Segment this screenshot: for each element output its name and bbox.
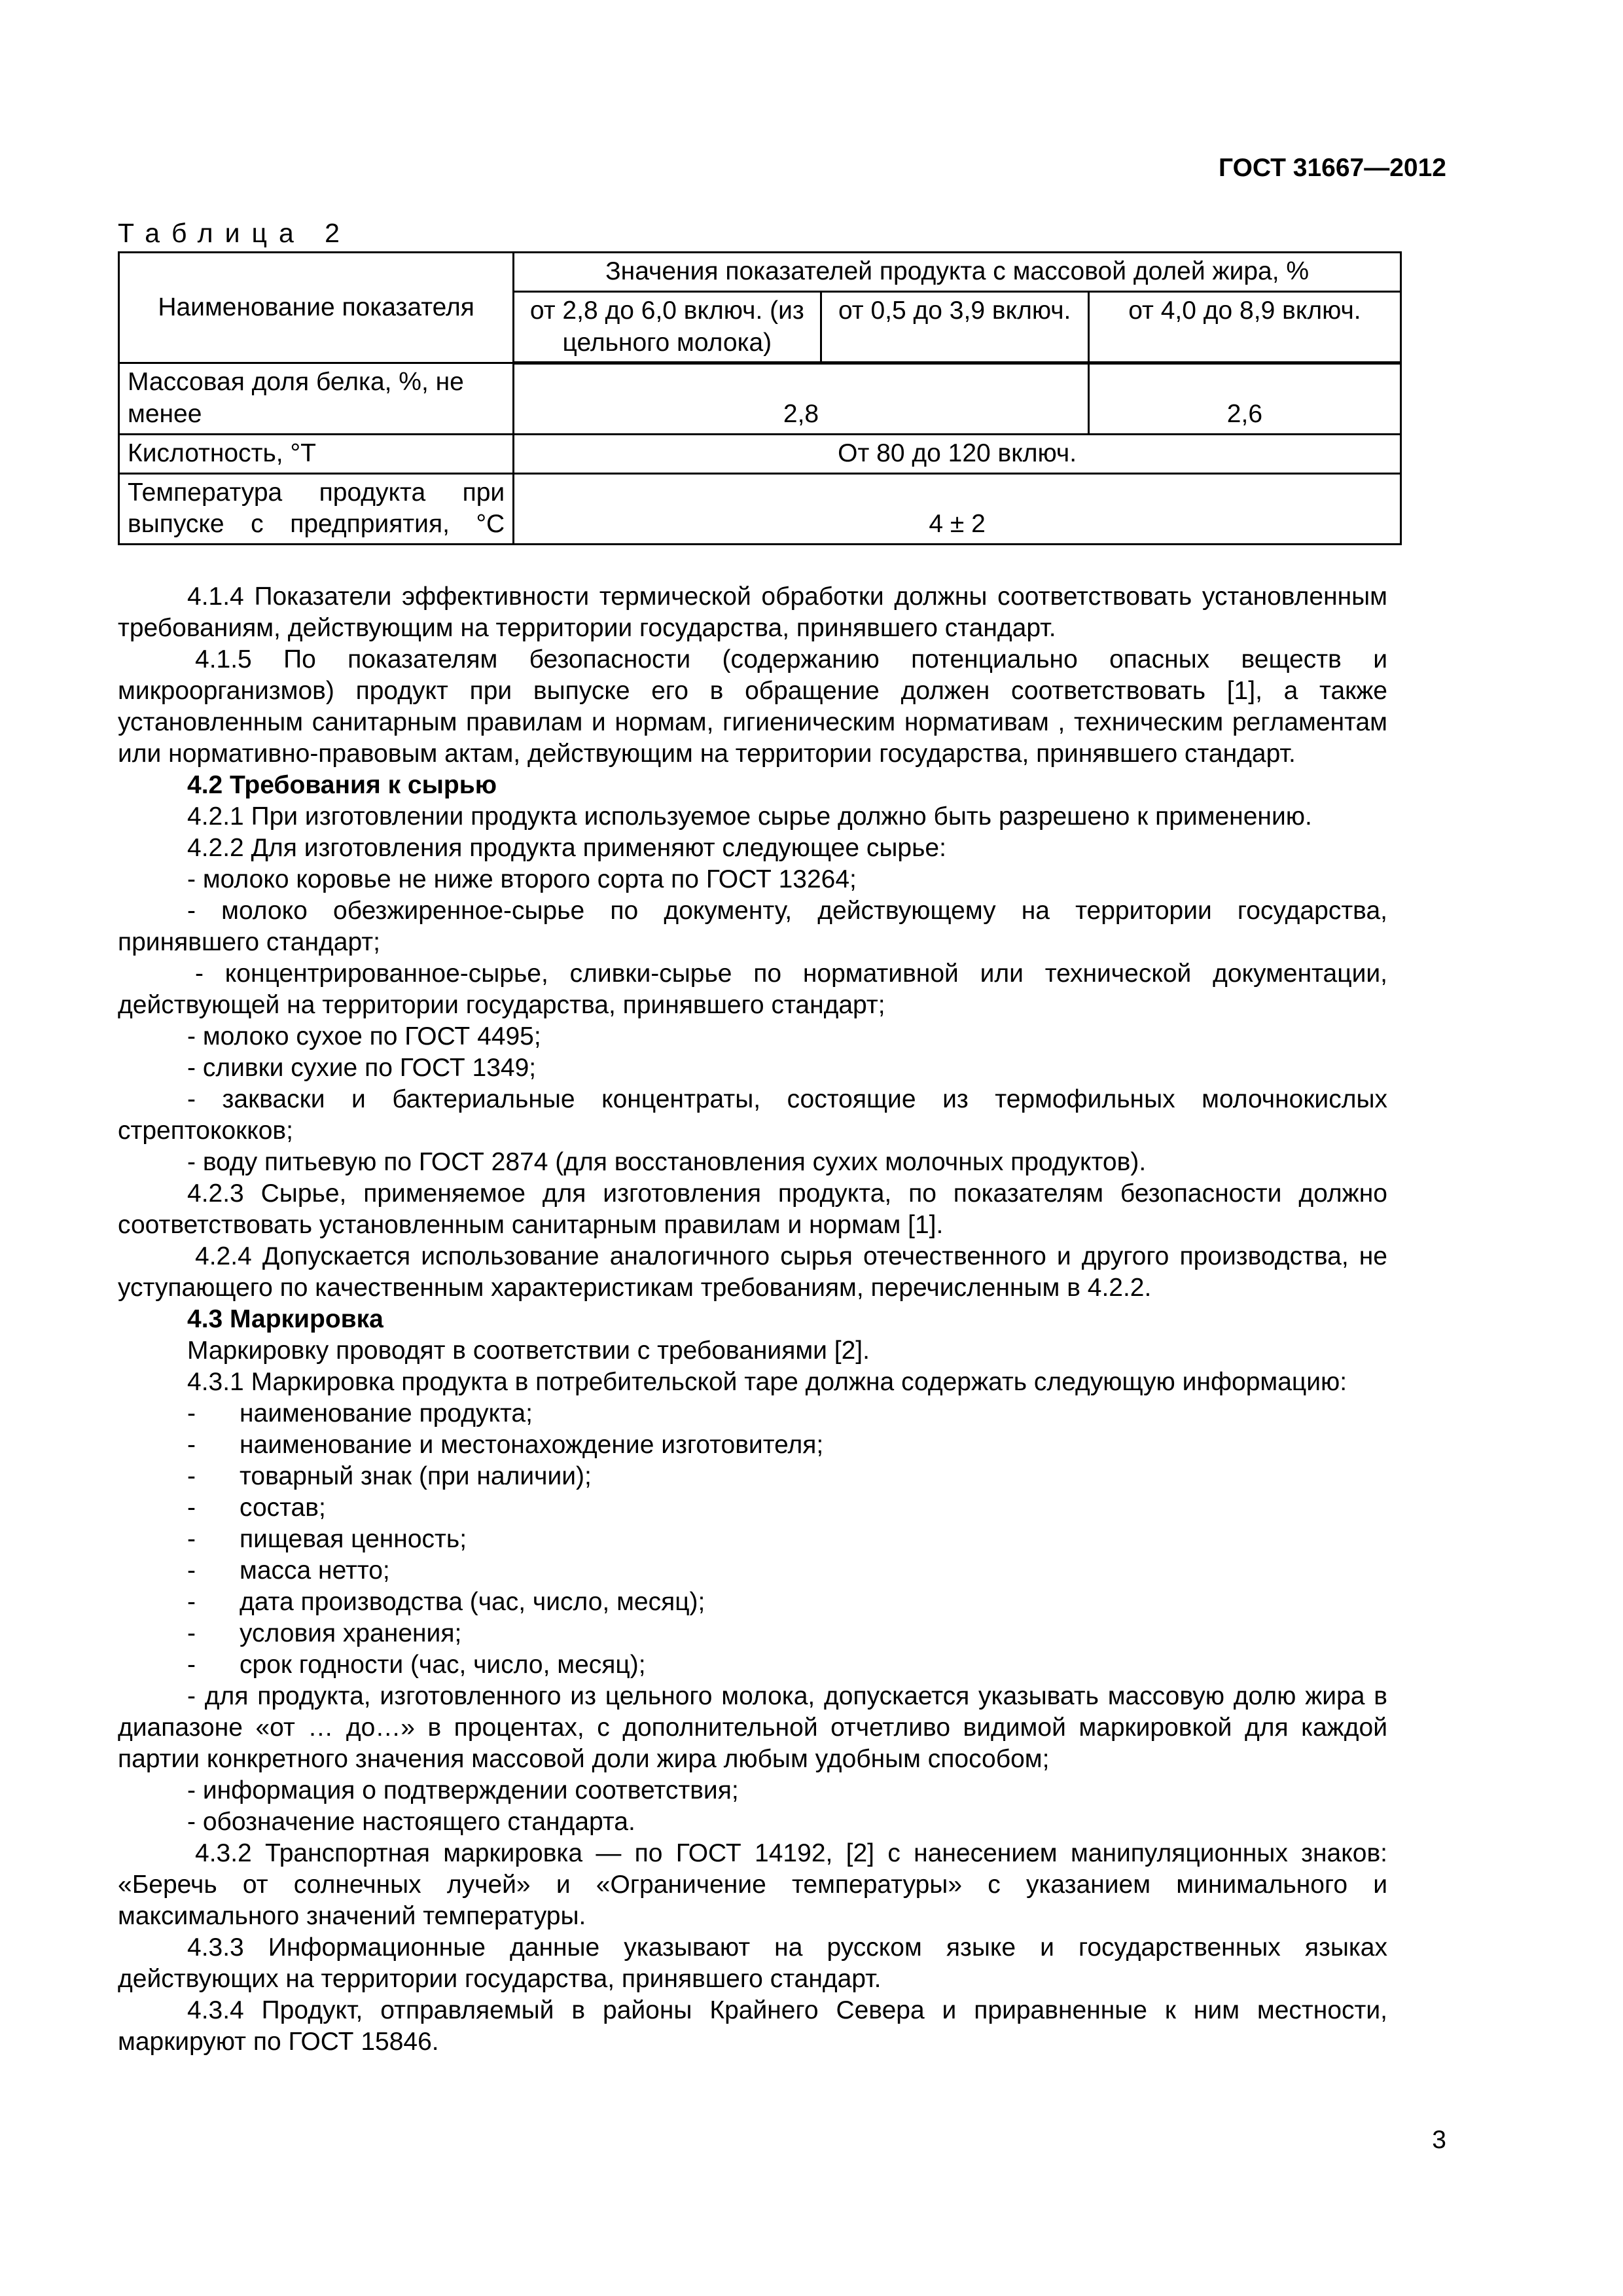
list-item: - товарный знак (при наличии); [187,1462,592,1490]
row-value: 2,8 [514,363,1089,435]
paragraph-4-2-4: 4.2.4 Допускается использование аналогичного сырья отечественного и другого производства, не уступающего по качественным характеристикам требованиям, перечисленным в 4.2.2. [118,1242,1387,1302]
row-name: Кислотность, °Т [119,434,514,473]
list-item: - молоко коровье не ниже второго сорта по ГОСТ 13264; [187,865,857,893]
list-item: - сливки сухие по ГОСТ 1349; [187,1054,537,1082]
list-item: - воду питьевую по ГОСТ 2874 (для восстановления сухих молочных продуктов). [187,1148,1147,1176]
list-item: - состав; [187,1494,326,1522]
paragraph-4-2-3: 4.2.3 Сырье, применяемое для изготовления продукта, по показателям безопасности должно соответствовать установленным санитарным правилам и нормам [1]. [118,1179,1387,1239]
row-value: 2,6 [1088,363,1400,435]
paragraph-4-3: Маркировку проводят в соответствии с требованиями [2]. [187,1336,870,1365]
row-name: Температура продукта при выпуске с предприятия, °С [119,473,514,545]
paragraph-4-3-1: 4.3.1 Маркировка продукта в потребительской таре должна содержать следующую информацию: [187,1368,1347,1396]
row-value: 4 ± 2 [514,473,1401,545]
table-caption: Таблица 2 [118,218,351,248]
list-item: - срок годности (час, число, месяц); [187,1651,646,1679]
paragraph-4-2-2: 4.2.2 Для изготовления продукта применяют следующее сырье: [187,834,946,862]
list-item: - дата производства (час, число, месяц); [187,1588,705,1616]
list-item: - для продукта, изготовленного из цельного молока, допускается указывать массовую долю жира в диапазоне «от … до…» в процентах, с дополнительной отчетливо видимой маркировкой для каждой партии конкретного значения массовой доли жира любым удобным способом; [118,1682,1387,1773]
header-fat-range-2: от 0,5 до 3,9 включ. [821,291,1088,363]
list-item: - молоко сухое по ГОСТ 4495; [187,1022,541,1050]
header-indicator-name: Наименование показателя [119,253,514,363]
header-fat-range-3: от 4,0 до 8,9 включ. [1088,291,1400,363]
header-fat-range-1: от 2,8 до 6,0 включ. (из цельного молока) [514,291,821,363]
list-item: - наименование продукта; [187,1399,533,1427]
list-item: - обозначение настоящего стандарта. [187,1808,635,1836]
paragraph-4-2-1: 4.2.1 При изготовлении продукта используемое сырье должно быть разрешено к применению. [187,802,1312,831]
table-row [119,434,1401,473]
table-row [119,473,1401,545]
section-4-3-heading: 4.3 Маркировка [187,1305,383,1333]
list-item: - условия хранения; [187,1619,462,1647]
list-item: - закваски и бактериальные концентраты, состоящие из термофильных молочнокислых стрептококков; [118,1085,1387,1145]
list-item: - концентрированное-сырье, сливки-сырье по нормативной или технической документации, действующей на территории государства, принявшего стандарт; [118,960,1387,1019]
page-number: 3 [1432,2126,1446,2154]
row-value: От 80 до 120 включ. [514,434,1401,473]
paragraph-4-3-3: 4.3.3 Информационные данные указывают на русском языке и государственных языках действующих на территории государства, принявшего стандарт. [118,1933,1387,1993]
paragraph-4-1-5: 4.1.5 По показателям безопасности (содержанию потенциально опасных веществ и микроорганизмов) продукт при выпуске его в обращение должен соответствовать [1], а также установленным санитарным правилам и нормам, гигиеническим нормативам , техническим регламентам или нормативно-правовым актам, действующим на территории государства, принявшего стандарт. [118,645,1387,768]
paragraph-4-1-4: 4.1.4 Показатели эффективности термической обработки должны соответствовать установленным требованиям, действующим на территории государства, принявшего стандарт. [118,583,1387,642]
list-item: - молоко обезжиренное-сырье по документу, действующему на территории государства, принявшего стандарт; [118,897,1387,956]
table-row [119,363,1401,435]
document-code: ГОСТ 31667—2012 [1219,154,1446,182]
list-item: - наименование и местонахождение изготовителя; [187,1431,824,1459]
body-text [118,581,1387,2058]
paragraph-4-3-2: 4.3.2 Транспортная маркировка — по ГОСТ 14192, [2] с нанесением манипуляционных знаков: «Беречь от солнечных лучей» и «Ограничение температуры» с указанием минимального и максимального значений температуры. [118,1839,1387,1930]
list-item: - пищевая ценность; [187,1525,467,1553]
row-name: Массовая доля белка, %, не менее [119,363,514,435]
header-values-group: Значения показателей продукта с массовой долей жира, % [514,253,1401,292]
list-item: - масса нетто; [187,1556,390,1585]
list-item: - информация о подтверждении соответствия; [187,1776,739,1804]
table-2 [118,251,1402,545]
section-4-2-heading: 4.2 Требования к сырью [187,771,497,799]
paragraph-4-3-4: 4.3.4 Продукт, отправляемый в районы Крайнего Севера и приравненные к ним местности, маркируют по ГОСТ 15846. [118,1996,1387,2056]
